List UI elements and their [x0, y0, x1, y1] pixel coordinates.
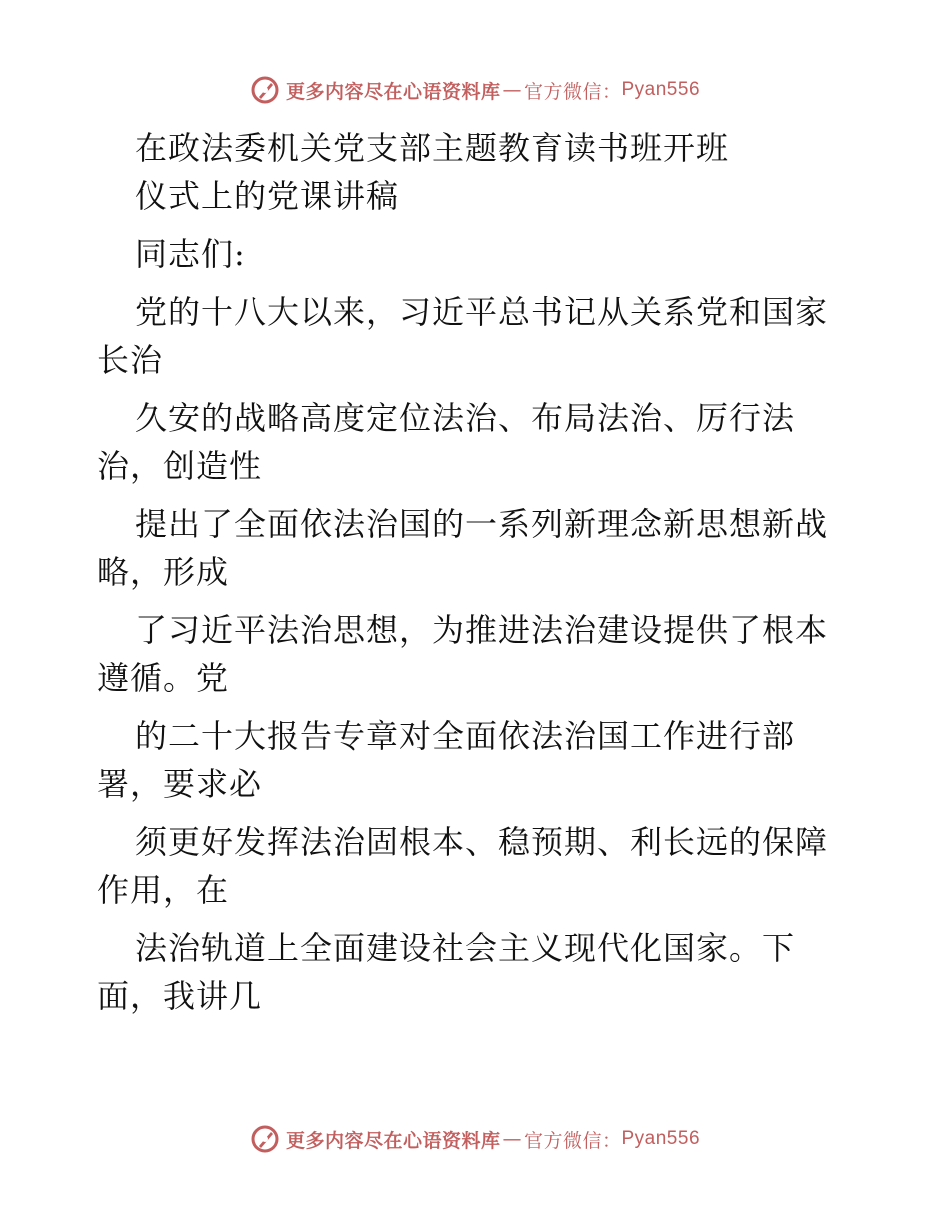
- watermark-separator: —: [502, 1128, 522, 1150]
- wechat-label: 官方微信：: [523, 1129, 622, 1152]
- paragraph-line: 署，要求必: [97, 765, 263, 803]
- paragraph-line: 长治: [97, 341, 164, 379]
- paragraph-line: 的二十大报告专章对全面依法治国工作进行部: [135, 717, 796, 755]
- salutation: 同志们:: [135, 235, 246, 273]
- paragraph-line: 须更好发挥法治固根本、稳预期、利长远的保障: [135, 823, 829, 861]
- wechat-id: Pyan556: [621, 79, 701, 100]
- paragraph-line: 作用，在: [97, 871, 230, 909]
- paragraph-line: 略，形成: [97, 553, 230, 591]
- watermark-text: 更多内容尽在心语资料库: [285, 1129, 501, 1152]
- watermark-separator: —: [502, 79, 522, 101]
- paragraph-line: 提出了全面依法治国的一系列新理念新思想新战: [135, 505, 829, 543]
- title-line-1: 在政法委机关党支部主题教育读书班开班: [135, 129, 730, 167]
- title-line-2: 仪式上的党课讲稿: [135, 177, 400, 215]
- wechat-id: Pyan556: [621, 1128, 701, 1149]
- watermark-banner-bottom: [0, 1119, 950, 1159]
- watermark-banner-top: [0, 70, 950, 110]
- paragraph-line: 遵循。党: [97, 659, 230, 697]
- paragraph-line: 党的十八大以来，习近平总书记从关系党和国家: [135, 293, 829, 331]
- paragraph-line: 法治轨道上全面建设社会主义现代化国家。下: [135, 929, 796, 967]
- paragraph-line: 了习近平法治思想，为推进法治建设提供了根本: [135, 611, 829, 649]
- document-body: [97, 124, 857, 1020]
- watermark-text: 更多内容尽在心语资料库: [285, 80, 501, 103]
- paragraph-line: 久安的战略高度定位法治、布局法治、厉行法: [135, 399, 796, 437]
- pen-logo-icon: [250, 75, 280, 105]
- paragraph-line: 面，我讲几: [97, 977, 263, 1015]
- wechat-label: 官方微信：: [523, 80, 622, 103]
- pen-logo-icon: [250, 1124, 280, 1154]
- paragraph-line: 治，创造性: [97, 447, 263, 485]
